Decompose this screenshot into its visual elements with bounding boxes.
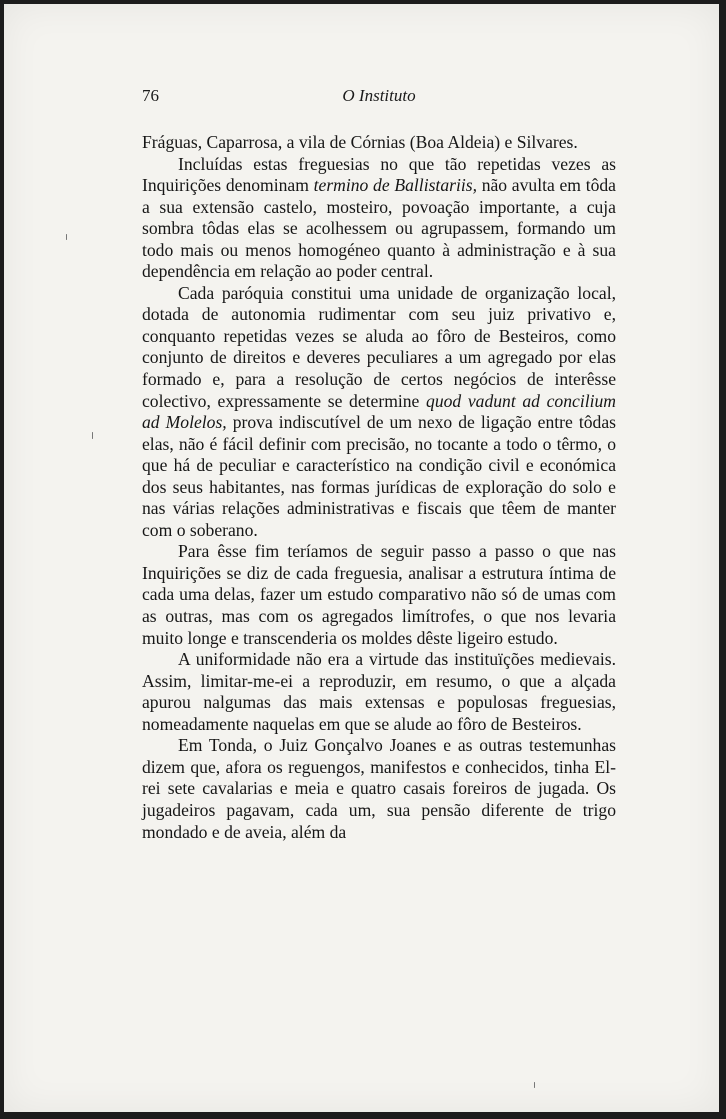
body-text [142,132,616,843]
running-title: O Instituto [342,86,416,105]
paragraph-2 [142,154,616,283]
paper-speck [534,1082,535,1088]
paragraph-2-text-a: Incluídas estas freguesias no que tão repetidas vezes as Inquirições denominam [142,153,616,196]
paragraph-2-latin-term: termino de Ballistariis, [313,175,477,196]
paragraph-5 [142,649,616,735]
paragraph-3-text-b: prova indiscutível de um nexo de ligação entre tôdas elas, não é fácil definir com precisão, no tocante a todo o têrmo, o que há de peculiar e característico na condição civil e económica dos seus habitantes, nas formas jurídicas de exploração do solo e nas várias relações administrativas e fiscais que têem de manter com o soberano. [142,412,616,540]
paragraph-3 [142,283,616,542]
paragraph-1-text: Fráguas, Caparrosa, a vila de Córnias (Boa Aldeia) e Silvares. [142,132,578,152]
paragraph-4 [142,541,616,649]
book-page [4,4,719,1112]
paragraph-4-text: Para êsse fim teríamos de seguir passo a passo o que nas Inquirições se diz de cada freguesia, analisar a estrutura íntima de cada uma delas, fazer um estudo comparativo não só de umas com as outras, mas com os agregados limítrofes, o que nos levaria muito longe e transcenderia os moldes dêste ligeiro estudo. [142,541,616,648]
paragraph-3-text-a: Cada paróquia constitui uma unidade de organização local, dotada de autonomia rudimentar com seu juiz privativo e, conquanto repetidas vezes se aluda ao fôro de Besteiros, como conjunto de direitos e deveres peculiares a um agregado por elas formado e, para a resolução de certos negócios de interêsse colectivo, expressamente se determine [142,282,616,411]
paragraph-1 [142,132,616,154]
page-header [142,84,616,110]
paragraph-2-text-b: não avulta em tôda a sua extensão castelo, mosteiro, povoação importante, a cuja sombra tôdas elas se acolhessem ou agrupassem, formando um todo mais ou menos homogéneo quanto à administração e à sua dependência em relação ao poder central. [142,175,616,282]
page-number: 76 [142,86,159,105]
paragraph-5-text: A uniformidade não era a virtude das instituïções medievais. Assim, limitar-me-ei a reproduzir, em resumo, o que a alçada apurou nalgumas das mais extensas e populosas freguesias, nomeadamente naquelas em que se alude ao fôro de Besteiros. [142,649,616,734]
paper-speck [66,234,67,240]
paper-speck [92,432,93,439]
paragraph-3-latin-quote: quod vadunt ad concilium ad Molelos, [142,390,616,433]
paragraph-6 [142,735,616,843]
paragraph-6-text: Em Tonda, o Juiz Gonçalvo Joanes e as outras testemunhas dizem que, afora os reguengos, manifestos e conhecidos, tinha El-rei sete cavalarias e meia e quatro casais foreiros de jugada. Os jugadeiros pagavam, cada um, sua pensão diferente de trigo mondado e de aveia, além da [142,735,616,842]
